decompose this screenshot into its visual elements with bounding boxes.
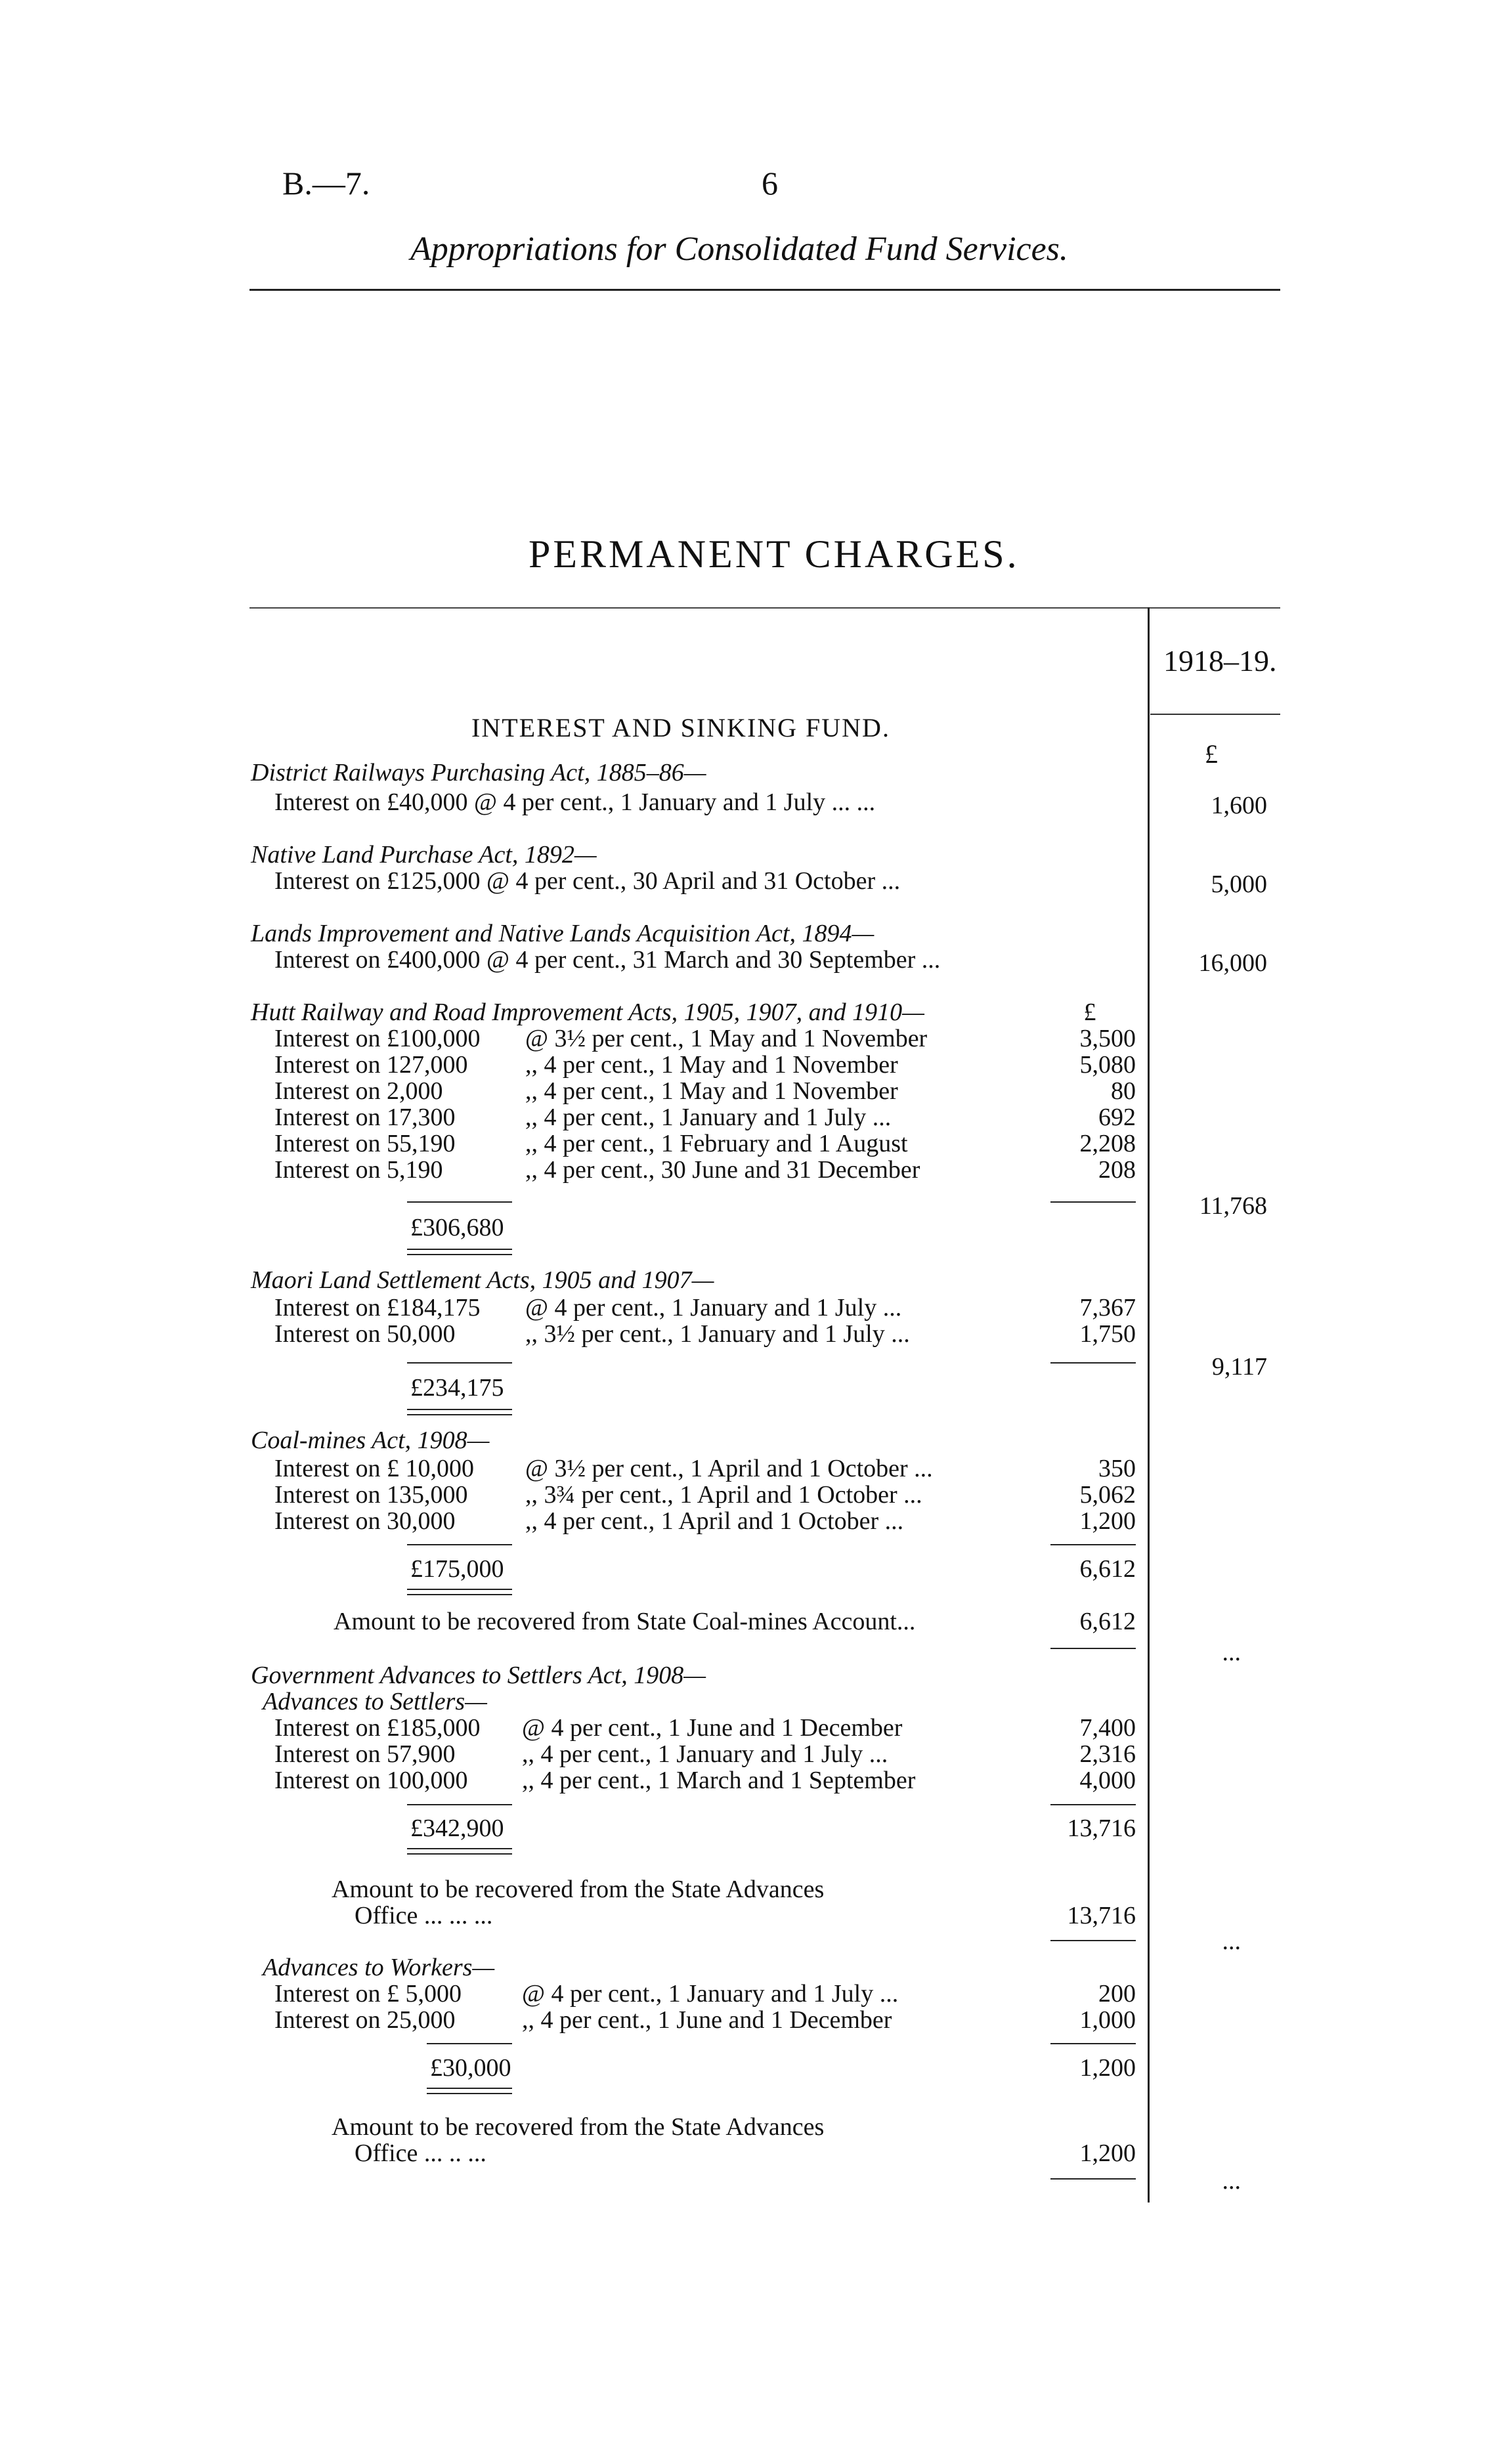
interest-value: 7,367 bbox=[1079, 1294, 1136, 1322]
recovered-label-cont: Office ... ... ... bbox=[355, 1902, 493, 1929]
sum-rule bbox=[1050, 2043, 1136, 2044]
recovered-value: 1,200 bbox=[1079, 2139, 1136, 2167]
year-column-header: 1918–19. bbox=[1163, 644, 1277, 677]
subtotal-value: 6,612 bbox=[1079, 1555, 1136, 1583]
act-title: Lands Improvement and Native Lands Acquisition Act, 1894— bbox=[251, 920, 875, 947]
interest-amount: Interest on £ 5,000 bbox=[274, 1980, 462, 2008]
interest-value: 5,062 bbox=[1079, 1481, 1136, 1509]
interest-value: 5,080 bbox=[1079, 1051, 1136, 1079]
double-rule bbox=[427, 2088, 512, 2094]
year-total: 11,768 bbox=[1199, 1192, 1267, 1220]
interest-value: 3,500 bbox=[1079, 1025, 1136, 1052]
interest-terms: ,, 4 per cent., 1 June and 1 December bbox=[522, 2006, 892, 2034]
interest-amount: Interest on 55,190 bbox=[274, 1130, 456, 1157]
interest-terms: ,, 3¾ per cent., 1 April and 1 October ... bbox=[525, 1481, 922, 1509]
subsection-title: Advances to Workers— bbox=[263, 1954, 495, 1981]
interest-line: Interest on £125,000 @ 4 per cent., 30 April and 31 October ... bbox=[274, 867, 901, 895]
main-title: PERMANENT CHARGES. bbox=[529, 532, 1020, 576]
year-total: 5,000 bbox=[1211, 870, 1267, 898]
sum-rule bbox=[1050, 1648, 1136, 1649]
interest-value: 350 bbox=[1098, 1455, 1136, 1482]
interest-amount: Interest on 135,000 bbox=[274, 1481, 468, 1509]
recovered-value: 13,716 bbox=[1067, 1902, 1136, 1929]
interest-terms: @ 4 per cent., 1 January and 1 July ... bbox=[525, 1294, 902, 1322]
sum-rule bbox=[1050, 1201, 1136, 1203]
interest-amount: Interest on £100,000 bbox=[274, 1025, 481, 1052]
interest-amount: Interest on 57,900 bbox=[274, 1740, 456, 1768]
interest-line: Interest on £400,000 @ 4 per cent., 31 March and 30 September ... bbox=[274, 946, 941, 974]
sum-rule bbox=[1050, 1940, 1136, 1941]
interest-terms: @ 4 per cent., 1 June and 1 December bbox=[522, 1714, 903, 1742]
year-total: 1,600 bbox=[1211, 792, 1267, 819]
interest-amount: Interest on 17,300 bbox=[274, 1104, 456, 1131]
sum-rule bbox=[1050, 1362, 1136, 1364]
year-header-rule bbox=[1150, 714, 1280, 715]
interest-value: 1,200 bbox=[1079, 1507, 1136, 1535]
year-total: ... bbox=[1222, 1927, 1241, 1955]
sum-rule bbox=[407, 1362, 512, 1364]
sum-rule bbox=[407, 1201, 512, 1203]
page-number: 6 bbox=[762, 165, 778, 202]
interest-amount: Interest on 100,000 bbox=[274, 1767, 468, 1794]
interest-value: 1,000 bbox=[1079, 2006, 1136, 2034]
interest-amount: Interest on £184,175 bbox=[274, 1294, 481, 1322]
interest-terms: @ 3½ per cent., 1 May and 1 November bbox=[525, 1025, 928, 1052]
interest-terms: ,, 4 per cent., 1 January and 1 July ... bbox=[522, 1740, 888, 1768]
interest-amount: Interest on 5,190 bbox=[274, 1156, 443, 1184]
recovered-value: 6,612 bbox=[1079, 1608, 1136, 1635]
subsection-title: Advances to Settlers— bbox=[263, 1688, 487, 1715]
capital-total: £175,000 bbox=[410, 1555, 504, 1583]
sum-rule bbox=[427, 2043, 512, 2044]
double-rule bbox=[407, 1848, 512, 1855]
interest-terms: ,, 3½ per cent., 1 January and 1 July ... bbox=[525, 1320, 910, 1348]
recovered-label: Amount to be recovered from State Coal-mines Account... bbox=[334, 1608, 916, 1635]
capital-total: £342,900 bbox=[410, 1815, 504, 1842]
recovered-label: Amount to be recovered from the State Advances bbox=[332, 2113, 825, 2141]
double-rule bbox=[407, 1249, 512, 1255]
column-divider bbox=[1148, 607, 1150, 2203]
sum-rule bbox=[1050, 1804, 1136, 1805]
sum-rule bbox=[1050, 1544, 1136, 1545]
capital-total: £234,175 bbox=[410, 1374, 504, 1402]
interest-terms: @ 3½ per cent., 1 April and 1 October ... bbox=[525, 1455, 933, 1482]
page-heading: Appropriations for Consolidated Fund Services. bbox=[410, 230, 1068, 268]
interest-amount: Interest on £185,000 bbox=[274, 1714, 481, 1742]
table-top-rule bbox=[249, 607, 1280, 609]
capital-total: £306,680 bbox=[410, 1214, 504, 1241]
interest-terms: ,, 4 per cent., 1 March and 1 September bbox=[522, 1767, 916, 1794]
subtotal-value: 13,716 bbox=[1067, 1815, 1136, 1842]
header-rule bbox=[249, 289, 1280, 291]
year-total: 16,000 bbox=[1198, 949, 1267, 977]
recovered-label: Amount to be recovered from the State Advances bbox=[332, 1876, 825, 1903]
sum-rule bbox=[407, 1544, 512, 1545]
section-heading: INTEREST AND SINKING FUND. bbox=[471, 713, 890, 742]
interest-value: 80 bbox=[1111, 1077, 1136, 1105]
interest-value: 7,400 bbox=[1079, 1714, 1136, 1742]
interest-amount: Interest on 127,000 bbox=[274, 1051, 468, 1079]
act-title: Government Advances to Settlers Act, 1908— bbox=[251, 1662, 706, 1689]
interest-amount: Interest on 2,000 bbox=[274, 1077, 443, 1105]
interest-amount: Interest on 30,000 bbox=[274, 1507, 456, 1535]
interest-value: 2,208 bbox=[1079, 1130, 1136, 1157]
document-code: B.—7. bbox=[282, 165, 370, 202]
act-title: Hutt Railway and Road Improvement Acts, 1905, 1907, and 1910— bbox=[251, 999, 924, 1026]
column-unit: £ bbox=[1083, 999, 1096, 1026]
act-title: Native Land Purchase Act, 1892— bbox=[251, 841, 597, 869]
interest-terms: ,, 4 per cent., 1 February and 1 August bbox=[525, 1130, 908, 1157]
double-rule bbox=[407, 1589, 512, 1595]
year-total: 9,117 bbox=[1211, 1353, 1267, 1381]
sum-rule bbox=[407, 1804, 512, 1805]
interest-terms: ,, 4 per cent., 30 June and 31 December bbox=[525, 1156, 920, 1184]
interest-value: 200 bbox=[1098, 1980, 1136, 2008]
interest-amount: Interest on 25,000 bbox=[274, 2006, 456, 2034]
double-rule bbox=[407, 1409, 512, 1415]
interest-terms: ,, 4 per cent., 1 May and 1 November bbox=[525, 1051, 898, 1079]
interest-value: 4,000 bbox=[1079, 1767, 1136, 1794]
interest-value: 208 bbox=[1098, 1156, 1136, 1184]
interest-terms: ,, 4 per cent., 1 April and 1 October ... bbox=[525, 1507, 904, 1535]
sum-rule bbox=[1050, 2178, 1136, 2180]
interest-amount: Interest on 50,000 bbox=[274, 1320, 456, 1348]
interest-terms: ,, 4 per cent., 1 May and 1 November bbox=[525, 1077, 898, 1105]
subtotal-value: 1,200 bbox=[1079, 2054, 1136, 2082]
act-title: District Railways Purchasing Act, 1885–86— bbox=[251, 759, 706, 786]
year-total: ... bbox=[1222, 1639, 1241, 1666]
act-title: Coal-mines Act, 1908— bbox=[251, 1427, 490, 1454]
interest-value: 2,316 bbox=[1079, 1740, 1136, 1768]
year-total: ... bbox=[1222, 2167, 1241, 2195]
act-title: Maori Land Settlement Acts, 1905 and 1907— bbox=[251, 1266, 714, 1294]
capital-total: £30,000 bbox=[430, 2054, 511, 2082]
interest-line: Interest on £40,000 @ 4 per cent., 1 January and 1 July ... ... bbox=[274, 788, 876, 816]
interest-terms: ,, 4 per cent., 1 January and 1 July ... bbox=[525, 1104, 892, 1131]
interest-amount: Interest on £ 10,000 bbox=[274, 1455, 474, 1482]
year-unit-label: £ bbox=[1205, 739, 1218, 769]
interest-value: 1,750 bbox=[1079, 1320, 1136, 1348]
recovered-label-cont: Office ... .. ... bbox=[355, 2139, 486, 2167]
interest-terms: @ 4 per cent., 1 January and 1 July ... bbox=[522, 1980, 899, 2008]
interest-value: 692 bbox=[1098, 1104, 1136, 1131]
